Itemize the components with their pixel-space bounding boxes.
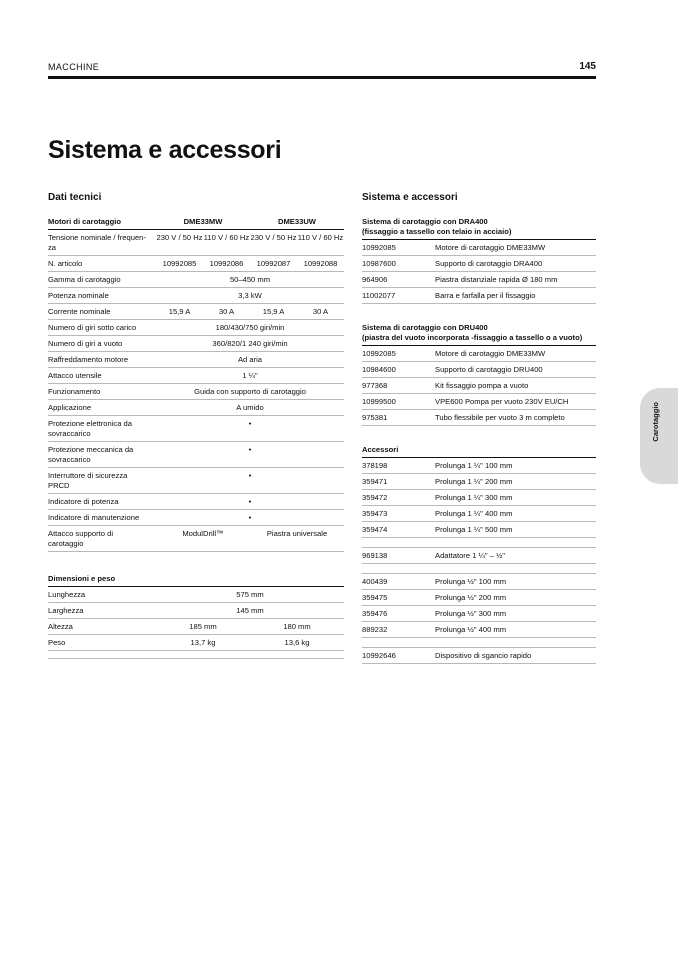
list-item (362, 362, 596, 378)
cell: 575 mm (236, 590, 264, 599)
table-row (48, 400, 344, 416)
table-row (48, 603, 344, 619)
item-desc: Adattatore 1 ¼" – ½" (435, 551, 505, 560)
dims-table (48, 571, 344, 659)
table-row (48, 368, 344, 384)
cell: 13,6 kg (284, 638, 310, 647)
row-label: Funzionamento (48, 387, 101, 396)
item-desc: Barra e farfalla per il fissaggio (435, 291, 536, 300)
table-row (48, 526, 344, 552)
list-item (362, 410, 596, 426)
item-code: 359473 (362, 509, 388, 518)
item-code: 359471 (362, 477, 388, 486)
cell: 180 mm (283, 622, 311, 631)
item-code: 10992646 (362, 651, 396, 660)
item-desc: Tubo flessibile per vuoto 3 m completo (435, 413, 565, 422)
dra-system-heading (362, 217, 596, 240)
tech-header-model1: DME33MW (183, 217, 223, 226)
list-item (362, 522, 596, 538)
item-desc: Prolunga ½" 400 mm (435, 625, 507, 634)
cell: 230 V / 50 Hz (250, 233, 297, 242)
table-row (48, 635, 344, 651)
item-desc: Prolunga 1 ¼" 500 mm (435, 525, 513, 534)
item-code: 359476 (362, 609, 388, 618)
list-item (362, 606, 596, 622)
cell: 360/820/1 240 giri/min (212, 339, 288, 348)
list-item (362, 378, 596, 394)
item-desc: Prolunga 1 ¼" 400 mm (435, 509, 513, 518)
row-label: Larghezza (48, 606, 84, 615)
item-code: 977368 (362, 381, 388, 390)
table-row (48, 587, 344, 603)
table-row (48, 230, 344, 256)
row-label: Lunghezza (48, 590, 86, 599)
item-code: 10987600 (362, 259, 396, 268)
row-label: Indicatore di manutenzione (48, 513, 140, 522)
item-code: 10992085 (362, 349, 396, 358)
cell: • (248, 445, 252, 454)
item-code: 11002077 (362, 291, 396, 300)
table-row (48, 336, 344, 352)
cell: 15,9 A (168, 307, 191, 316)
row-label: Numero di giri a vuoto (48, 339, 123, 348)
table-row (48, 384, 344, 400)
item-desc: Motore di carotaggio DME33MW (435, 243, 546, 252)
row-label: Applicazione (48, 403, 92, 412)
cell: 110 V / 60 Hz (297, 233, 344, 242)
item-desc: Prolunga 1 ¼" 200 mm (435, 477, 513, 486)
item-desc: Prolunga 1 ¼" 300 mm (435, 493, 513, 502)
table-row (48, 416, 344, 442)
table-row (48, 304, 344, 320)
tech-section-title: Dati tecnici (48, 192, 102, 203)
cell: 30 A (312, 307, 329, 316)
dru-system-heading (362, 323, 596, 346)
dru-system-block (362, 323, 596, 426)
tech-table (48, 214, 344, 552)
list-item (362, 346, 596, 362)
cell: • (248, 513, 252, 522)
cell: 50–450 mm (229, 275, 271, 284)
cell: Piastra universale (266, 529, 328, 538)
table-row (48, 468, 344, 494)
cell: 110 V / 60 Hz (203, 233, 250, 242)
cell: 185 mm (189, 622, 217, 631)
spacer-cell (48, 651, 344, 659)
table-row (48, 442, 344, 468)
dru-heading-line2: (piastra del vuoto incorporata -fissaggio a tassello o a vuoto) (362, 333, 583, 342)
page-number: 145 (579, 61, 596, 72)
item-desc: Prolunga 1 ¼" 100 mm (435, 461, 513, 470)
row-label: Altezza (48, 622, 73, 631)
table-row (48, 272, 344, 288)
row-label: Raffreddamento motore (48, 355, 129, 364)
list-item (362, 590, 596, 606)
row-label: Attacco utensile (48, 371, 102, 380)
table-row (48, 619, 344, 635)
list-item (362, 474, 596, 490)
item-desc: Kit fissaggio pompa a vuoto (435, 381, 529, 390)
row-label: Numero di giri sotto carico (48, 323, 137, 332)
table-row (48, 494, 344, 510)
page-title: Sistema e accessori (48, 136, 282, 164)
dra-heading-line2: (fissaggio a tassello con telaio in acciaio) (362, 227, 512, 236)
cell: 10992085 (162, 259, 197, 268)
cell: 3,3 kW (238, 291, 262, 300)
item-code: 964906 (362, 275, 388, 284)
cell: 10992087 (256, 259, 291, 268)
item-code: 359474 (362, 525, 388, 534)
item-desc: Prolunga ½" 100 mm (435, 577, 507, 586)
item-desc: Prolunga ½" 200 mm (435, 593, 507, 602)
table-row (48, 288, 344, 304)
list-item (362, 648, 596, 664)
spacer-row (362, 638, 596, 648)
row-label: Indicatore di potenza (48, 497, 119, 506)
cell: Ad aria (237, 355, 263, 364)
item-desc: VPE600 Pompa per vuoto 230V EU/CH (435, 397, 569, 406)
list-item (362, 256, 596, 272)
list-item (362, 458, 596, 474)
list-item (362, 506, 596, 522)
table-row (48, 352, 344, 368)
dru-heading-line1: Sistema di carotaggio con DRU400 (362, 323, 488, 332)
row-label: Interruttore di sicurezza PRCD (48, 471, 128, 490)
spacer-row (362, 564, 596, 574)
list-item (362, 288, 596, 304)
item-code: 10999500 (362, 397, 396, 406)
row-label: Protezione elettronica da sovraccarico (48, 419, 133, 438)
table-row (48, 510, 344, 526)
item-code: 359475 (362, 593, 388, 602)
list-item (362, 394, 596, 410)
row-label: Peso (48, 638, 66, 647)
dims-header-row (48, 571, 344, 587)
list-item (362, 272, 596, 288)
tech-header-label: Motori di carotaggio (48, 217, 121, 226)
table-row (48, 320, 344, 336)
cell: • (248, 419, 252, 428)
list-item (362, 548, 596, 564)
cell: 230 V / 50 Hz (156, 233, 203, 242)
item-desc: Supporto di carotaggio DRU400 (435, 365, 543, 374)
cell: 13,7 kg (190, 638, 216, 647)
row-label: Potenza nominale (48, 291, 109, 300)
item-desc: Supporto di carotaggio DRA400 (435, 259, 543, 268)
acc-section-title: Sistema e accessori (362, 192, 458, 203)
row-label: N. articolo (48, 259, 83, 268)
row-label: Gamma di carotaggio (48, 275, 121, 284)
item-code: 10992085 (362, 243, 396, 252)
cell: 1 ¼" (242, 371, 258, 380)
list-item (362, 240, 596, 256)
spacer-row (362, 538, 596, 548)
cell: 145 mm (236, 606, 264, 615)
dra-system-block (362, 217, 596, 304)
row-label: Protezione meccanica da sovraccarico (48, 445, 134, 464)
cell: • (248, 471, 252, 480)
cell: Guida con supporto di carotaggio (194, 387, 306, 396)
item-desc: Prolunga ½" 300 mm (435, 609, 507, 618)
dims-section-title: Dimensioni e peso (48, 574, 116, 583)
tech-header-model2: DME33UW (278, 217, 316, 226)
list-item (362, 490, 596, 506)
accessories-heading: Accessori (362, 445, 596, 458)
row-label: Tensione nominale / frequen-za (48, 233, 146, 252)
item-code: 975381 (362, 413, 388, 422)
accessories-block (362, 445, 596, 664)
dra-heading-line1: Sistema di carotaggio con DRA400 (362, 217, 488, 226)
cell: 180/430/750 giri/min (215, 323, 285, 332)
cell: 10992088 (303, 259, 338, 268)
cell: 10992086 (209, 259, 244, 268)
tech-header-row (48, 214, 344, 230)
header-section-label: MACCHINE (48, 62, 100, 72)
item-code: 400439 (362, 577, 388, 586)
row-label: Corrente nominale (48, 307, 111, 316)
cell: ModulDrill™ (182, 529, 224, 538)
item-desc: Motore di carotaggio DME33MW (435, 349, 546, 358)
item-code: 359472 (362, 493, 388, 502)
list-item (362, 622, 596, 638)
item-desc: Piastra distanziale rapida Ø 180 mm (435, 275, 558, 284)
side-tab-label: Carotaggio (651, 402, 660, 442)
cell: 15,9 A (262, 307, 285, 316)
item-code: 889232 (362, 625, 388, 634)
table-row (48, 651, 344, 659)
cell: • (248, 497, 252, 506)
chapter-side-tab (640, 388, 678, 484)
item-code: 10984600 (362, 365, 396, 374)
item-code: 969138 (362, 551, 388, 560)
list-item (362, 574, 596, 590)
header-rule (48, 76, 596, 79)
item-desc: Dispositivo di sgancio rapido (435, 651, 532, 660)
row-label: Attacco supporto di carotaggio (48, 529, 114, 548)
table-row (48, 256, 344, 272)
cell: A umido (236, 403, 264, 412)
item-code: 378198 (362, 461, 388, 470)
cell: 30 A (218, 307, 235, 316)
